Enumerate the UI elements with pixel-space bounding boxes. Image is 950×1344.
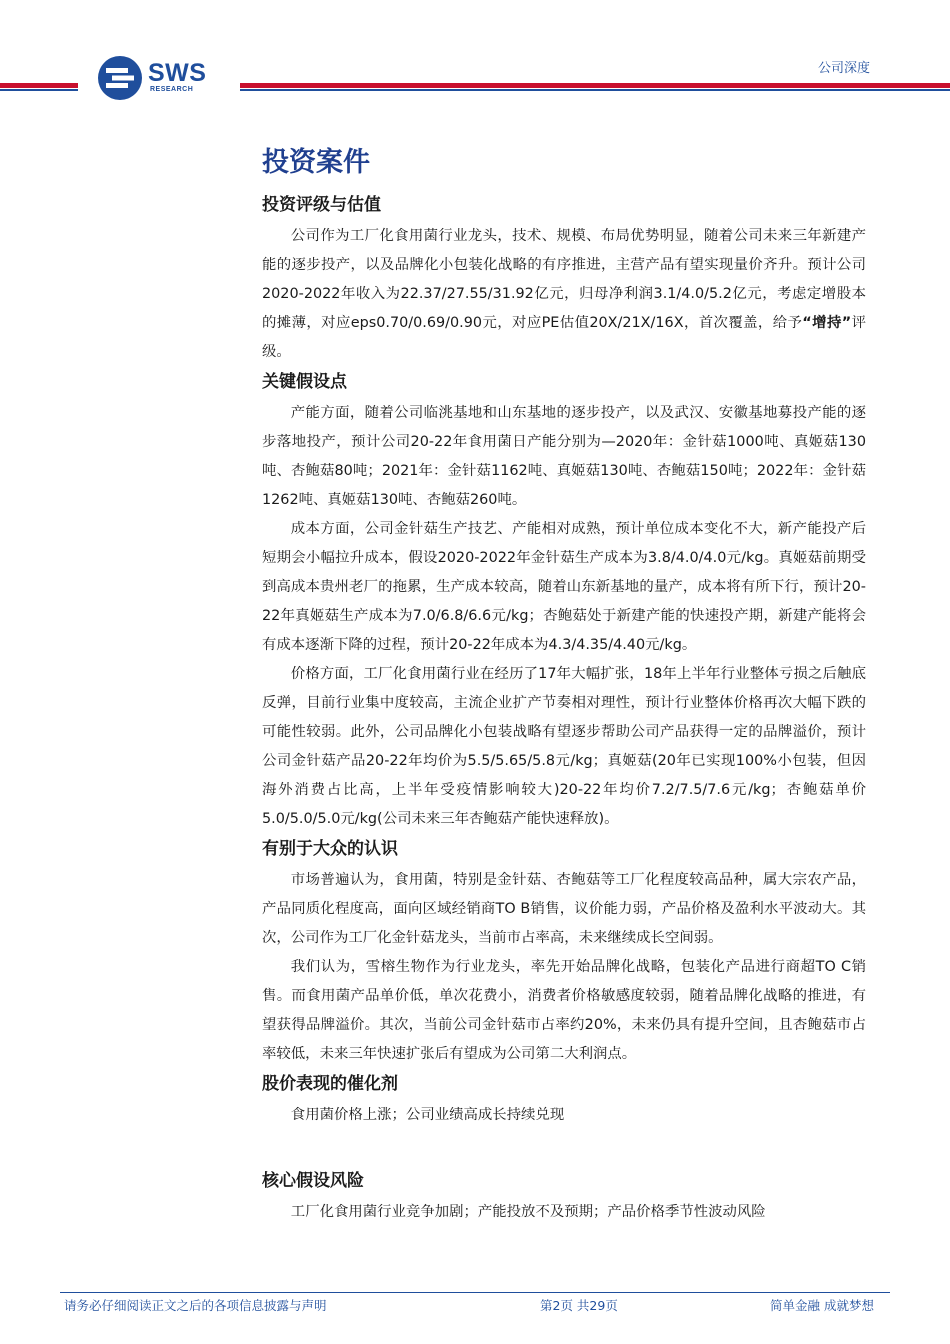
catalyst-text: 食用菌价格上涨；公司业绩高成长持续兑现: [290, 1107, 565, 1123]
heading-differentiated-view: 有别于大众的认识: [262, 839, 398, 859]
heading-core-risks: 核心假设风险: [262, 1171, 364, 1191]
paragraph-cost: 成本方面，公司金针菇生产技艺、产能相对成熟，预计单位成本变化不大，新产能投产后短期会小幅拉升成本，假设2020-2022年金针菇生产成本为3.8/4.0/4.0元/kg。真姬菇前期受到高成本贵州老厂的拖累，生产成本较高，随着山东新基地的量产，成本将有所下行，预计20-22年真姬菇生产成本为7.0/6.8/6.6元/kg；杏鲍菇处于新建产能的快速投产期，新建产能将会有成本逐渐下降的过程，预计20-22年成本为4.3/4.35/4.40元/kg。: [262, 521, 866, 653]
logo-text: SWS: [148, 59, 207, 87]
logo-subtext: RESEARCH: [150, 86, 194, 93]
heading-key-assumptions: 关键假设点: [262, 372, 347, 392]
footer-page-number: 第2页 共29页: [540, 1298, 618, 1313]
company-logo: [96, 54, 226, 102]
risk-text: 工厂化食用菌行业竞争加剧；产能投放不及预期；产品价格季节性波动风险: [290, 1204, 766, 1220]
page-title: 投资案件: [262, 147, 370, 178]
document-type-label: 公司深度: [818, 61, 871, 76]
paragraph-capacity: 产能方面，随着公司临洮基地和山东基地的逐步投产，以及武汉、安徽基地募投产能的逐步落地投产，预计公司20-22年食用菌日产能分别为—2020年：金针菇1000吨、真姬菇130吨、杏鲍菇80吨；2021年：金针菇1162吨、真姬菇130吨、杏鲍菇150吨；2022年：金针菇1262吨、真姬菇130吨、杏鲍菇260吨。: [262, 405, 866, 508]
rating-text-post: 评级。: [262, 315, 866, 360]
heading-catalysts: 股价表现的催化剂: [262, 1074, 398, 1094]
header-rule-red-left: [0, 83, 78, 88]
paragraph-price: 价格方面，工厂化食用菌行业在经历了17年大幅扩张，18年上半年行业整体亏损之后触底反弹，目前行业集中度较高，主流企业扩产节奏相对理性，预计行业整体价格再次大幅下跌的可能性较弱。此外，公司品牌化小包装战略有望逐步帮助公司产品获得一定的品牌溢价，预计公司金针菇产品20-22年均价为5.5/5.65/5.8元/kg；真姬菇(20年已实现100%小包装，但因海外消费占比高，上半年受疫情影响较大)20-22年均价7.2/7.5/7.6元/kg；杏鲍菇单价5.0/5.0/5.0元/kg(公司未来三年杏鲍菇产能快速释放)。: [262, 666, 866, 827]
rating-text-pre: 公司作为工厂化食用菌行业龙头，技术、规模、布局优势明显，随着公司未来三年新建产能的逐步投产，以及品牌化小包装化战略的有序推进，主营产品有望实现量价齐升。预计公司2020-2022年收入为22.37/27.55/31.92亿元，归母净利润3.1/4.0/5.2亿元，考虑定增股本的摊薄，对应eps0.70/0.69/0.90元，对应PE估值20X/21X/16X，首次覆盖，给予: [262, 228, 866, 331]
logo-emblem-icon: [96, 54, 144, 102]
header-rule-blue-right: [240, 89, 950, 91]
footer-disclaimer: 请务必仔细阅读正文之后的各项信息披露与声明: [64, 1298, 327, 1313]
main-content: [262, 140, 866, 1227]
header-rule-blue-left: [0, 89, 78, 91]
paragraph-our-view: 我们认为，雪榕生物作为行业龙头，率先开始品牌化战略，包装化产品进行商超TO C销售。而食用菌产品单价低，单次花费小，消费者价格敏感度较弱，随着品牌化战略的推进，有望获得品牌溢价。其次，当前公司金针菇市占率约20%，未来仍具有提升空间，且杏鲍菇市占率较低，未来三年快速扩张后有望成为公司第二大利润点。: [262, 959, 866, 1062]
rating-value: “增持”: [802, 315, 852, 331]
paragraph-rating: [262, 222, 866, 367]
spacer: [262, 1130, 866, 1166]
footer-rule: [60, 1292, 890, 1293]
footer-slogan: 简单金融 成就梦想: [770, 1298, 874, 1313]
heading-rating-valuation: 投资评级与估值: [262, 195, 381, 215]
header-rule-red-right: [240, 83, 950, 88]
paragraph-market-view: 市场普遍认为，食用菌，特别是金针菇、杏鲍菇等工厂化程度较高品种，属大宗农产品，产品同质化程度高，面向区域经销商TO B销售，议价能力弱，产品价格及盈利水平波动大。其次，公司作为工厂化金针菇龙头，当前市占率高，未来继续成长空间弱。: [262, 872, 866, 946]
